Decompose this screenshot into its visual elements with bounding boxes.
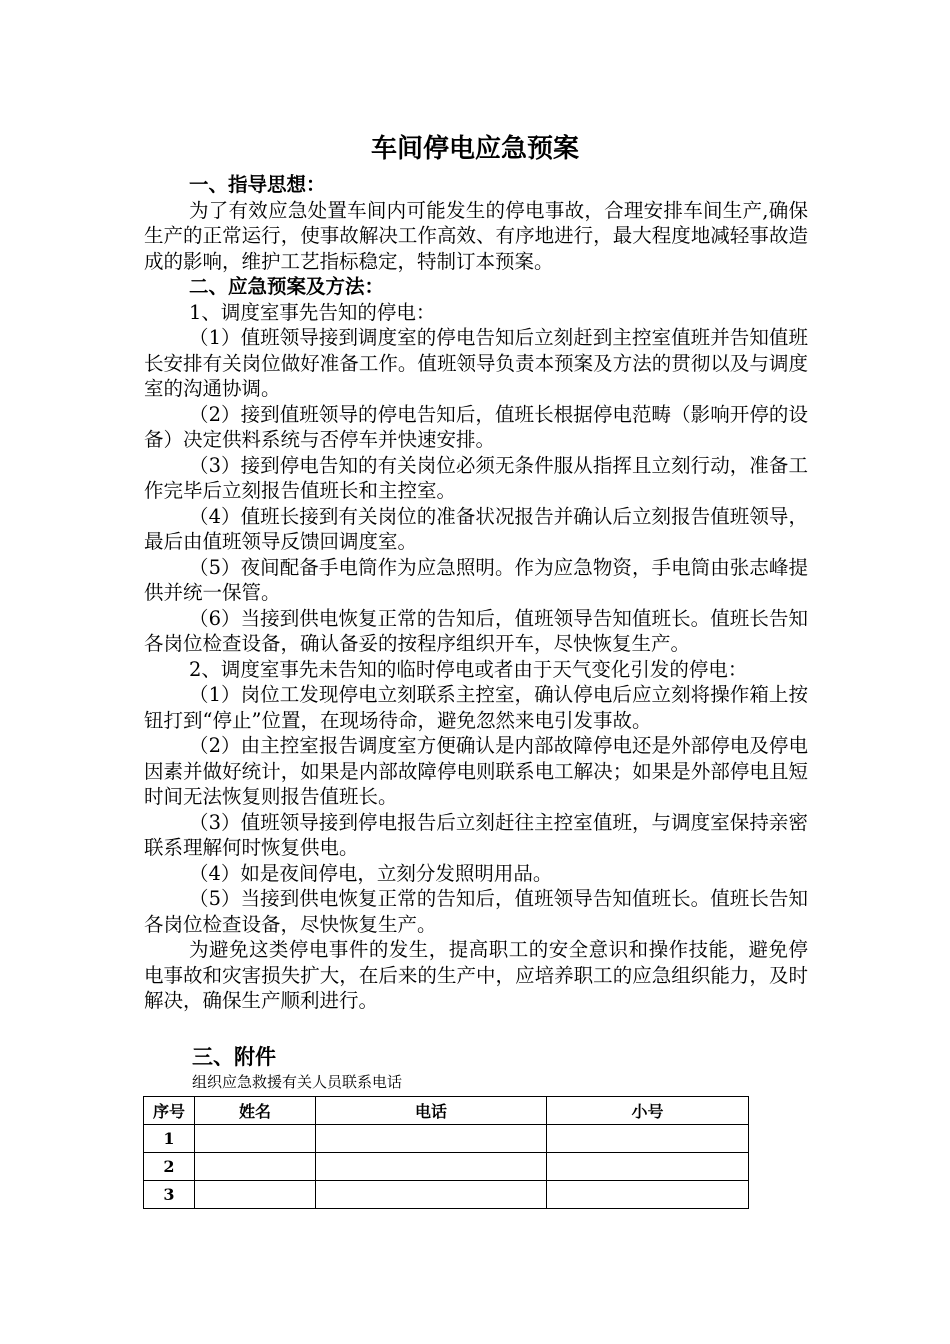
- cell-phone: [316, 1153, 547, 1181]
- col-header-name: 姓名: [195, 1097, 316, 1125]
- document-title: 车间停电应急预案: [370, 134, 579, 164]
- section-heading-plan-methods: 二、应急预案及方法：: [189, 275, 385, 298]
- cell-name: [195, 1153, 316, 1181]
- cell-index: 2: [144, 1153, 195, 1181]
- subsection-title-notified-outage: 1、调度室事先告知的停电：: [189, 300, 436, 324]
- cell-short-number: [547, 1181, 749, 1209]
- cell-name: [195, 1125, 316, 1153]
- contacts-table: [143, 1096, 749, 1209]
- cell-index: 1: [144, 1125, 195, 1153]
- col-header-index: 序号: [144, 1097, 195, 1125]
- list-item: （2）接到值班领导的停电告知后，值班长根据停电范畴（影响开停的设备）决定供料系统与否停车并快速安排。: [144, 402, 808, 451]
- cell-short-number: [547, 1153, 749, 1181]
- cell-phone: [316, 1125, 547, 1153]
- document-body: [144, 172, 808, 1014]
- list-item: （5）夜间配备手电筒作为应急照明。作为应急物资，手电筒由张志峰提供并统一保管。: [144, 555, 808, 604]
- cell-index: 3: [144, 1181, 195, 1209]
- list-item: （1）岗位工发现停电立刻联系主控室，确认停电后应立刻将操作箱上按钮打到“停止”位置，在现场待命，避免忽然来电引发事故。: [144, 683, 808, 732]
- closing-paragraph: 为避免这类停电事件的发生，提高职工的安全意识和操作技能，避免停电事故和灾害损失扩大，在后来的生产中，应培养职工的应急组织能力，及时解决，确保生产顺利进行。: [144, 938, 808, 1012]
- cell-name: [195, 1181, 316, 1209]
- subsection-title-unnotified-outage: 2、调度室事先未告知的临时停电或者由于天气变化引发的停电：: [189, 657, 748, 681]
- list-item: （1）值班领导接到调度室的停电告知后立刻赶到主控室值班并告知值班长安排有关岗位做好准备工作。值班领导负责本预案及方法的贯彻以及与调度室的沟通协调。: [144, 326, 808, 400]
- section-heading-attachment: 三、附件: [192, 1045, 276, 1069]
- table-header-row: [144, 1097, 749, 1125]
- list-item: （2）由主控室报告调度室方便确认是内部故障停电还是外部停电及停电因素并做好统计，如果是内部故障停电则联系电工解决；如果是外部停电且短时间无法恢复则报告值班长。: [144, 734, 808, 808]
- table-row: [144, 1125, 749, 1153]
- list-item: （3）值班领导接到停电报告后立刻赶往主控室值班，与调度室保持亲密联系理解何时恢复供电。: [144, 810, 808, 859]
- table-row: [144, 1153, 749, 1181]
- list-item: （4）如是夜间停电，立刻分发照明用品。: [189, 861, 553, 885]
- list-item: （6）当接到供电恢复正常的告知后，值班领导告知值班长。值班长告知各岗位检查设备，确认备妥的按程序组织开车，尽快恢复生产。: [144, 606, 808, 655]
- col-header-phone: 电话: [316, 1097, 547, 1125]
- cell-phone: [316, 1181, 547, 1209]
- cell-short-number: [547, 1125, 749, 1153]
- list-item: （5）当接到供电恢复正常的告知后，值班领导告知值班长。值班长告知各岗位检查设备，尽快恢复生产。: [144, 887, 808, 936]
- table-row: [144, 1181, 749, 1209]
- list-item: （3）接到停电告知的有关岗位必须无条件服从指挥且立刻行动，准备工作完毕后立刻报告值班长和主控室。: [144, 453, 808, 502]
- col-header-short-number: 小号: [547, 1097, 749, 1125]
- list-item: （4）值班长接到有关岗位的准备状况报告并确认后立刻报告值班领导，最后由值班领导反馈回调度室。: [144, 504, 808, 553]
- paragraph-guiding-idea: 为了有效应急处置车间内可能发生的停电事故，合理安排车间生产,确保生产的正常运行，使事故解决工作高效、有序地进行，最大程度地减轻事故造成的影响，维护工艺指标稳定，特制订本预案。: [144, 198, 808, 273]
- section-heading-guiding-idea: 一、指导思想：: [189, 173, 326, 196]
- table-caption: 组织应急救援有关人员联系电话: [192, 1073, 403, 1091]
